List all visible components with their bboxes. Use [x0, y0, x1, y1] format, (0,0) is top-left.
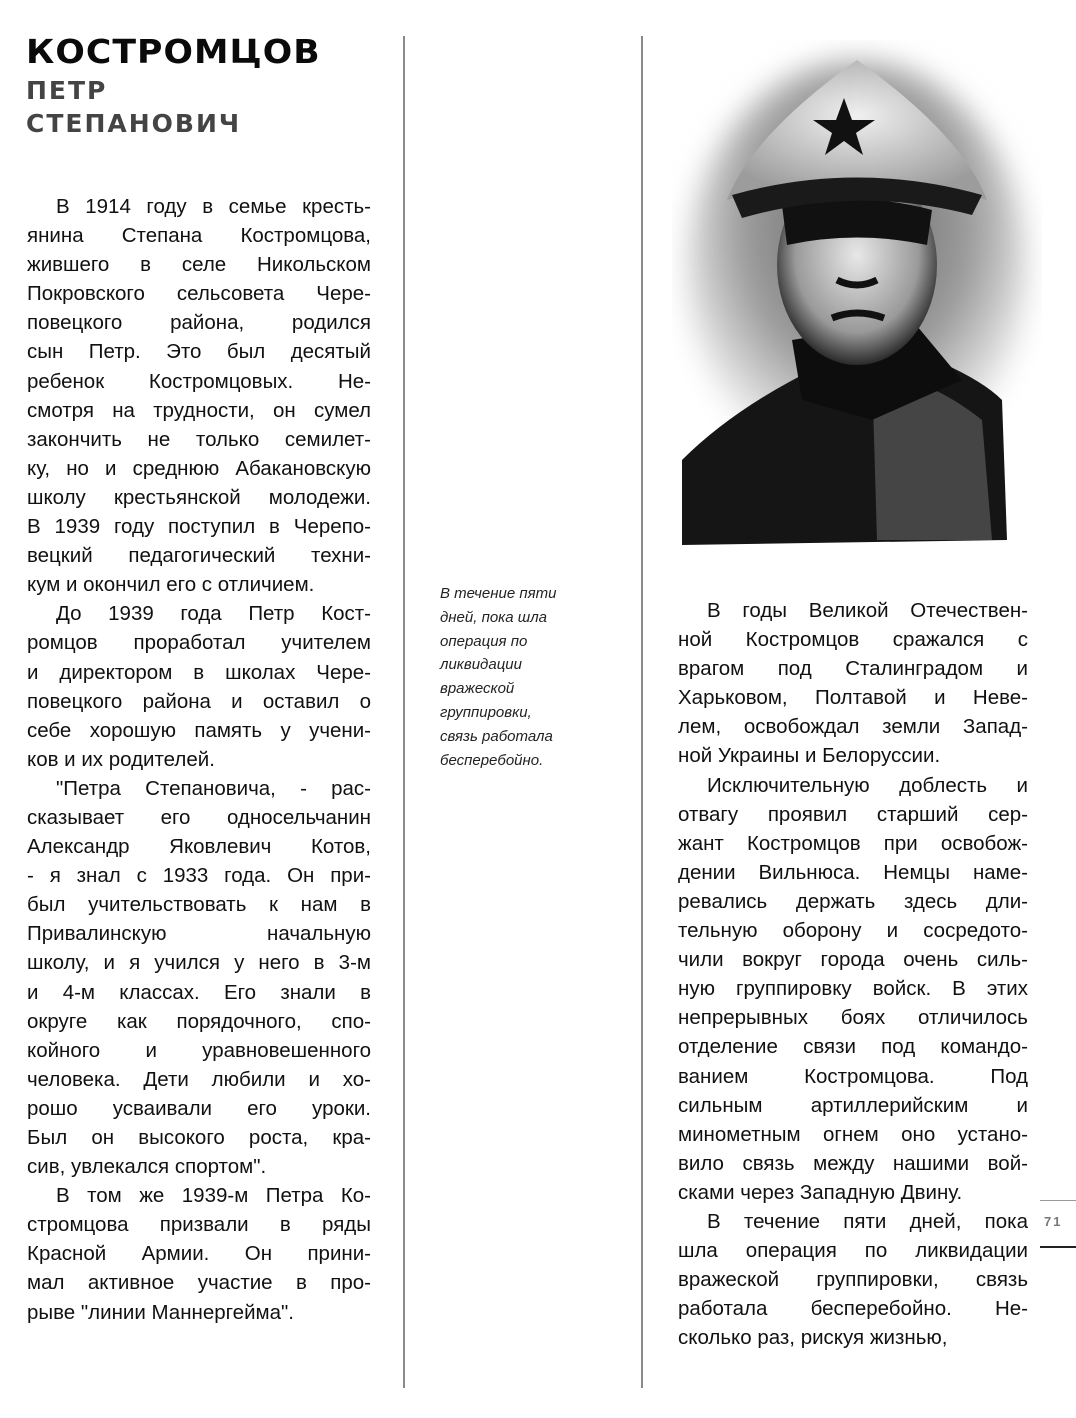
given-name-line-2: СТЕПАНОВИЧ [26, 109, 242, 138]
pull-quote-caption [440, 582, 600, 772]
text-line: ков и их родителей. [27, 747, 215, 771]
text-line: жившего в селе Никольском [27, 253, 371, 277]
text-line: В годы Великой Отечествен- [707, 599, 1028, 622]
page-number-rule-top [1040, 1200, 1076, 1201]
text-line: Привалинскую начальную [27, 922, 371, 946]
text-line: Был он высокого роста, кра- [27, 1126, 371, 1149]
text-line: чили вокруг города очень силь- [678, 948, 1028, 972]
text-line: отделение связи под командо- [678, 1035, 1028, 1059]
text-line: жант Костромцов при освобож- [678, 831, 1028, 855]
text-line: ревались держать здесь дли- [678, 889, 1028, 913]
text-line: сколько раз, рискуя жизнью, [678, 1326, 948, 1350]
text-line: ромцов проработал учителем [27, 631, 371, 655]
text-line: Александр Яковлевич Котов, [27, 835, 371, 859]
text-line: мал активное участие в про- [27, 1271, 371, 1295]
text-line: ку, но и среднюю Абакановскую [27, 456, 371, 480]
page-number-rule-bottom [1040, 1246, 1076, 1248]
caption-line: группировки, [440, 703, 532, 721]
column-divider-right [641, 36, 643, 1388]
text-line: сками через Западную Двину. [678, 1180, 963, 1204]
text-line: ную группировку войск. В этих [678, 977, 1028, 1001]
text-line: Покровского сельсовета Чере- [27, 282, 371, 306]
text-line: ной Украины и Белоруссии. [678, 744, 941, 768]
text-line: сив, увлекался спортом". [27, 1155, 267, 1179]
text-line: и директором в школах Чере- [27, 660, 371, 684]
text-line: и 4-м классах. Его знали в [27, 980, 371, 1004]
text-line: вило связь между нашими вой- [678, 1151, 1028, 1175]
text-line: ребенок Костромцовых. Не- [27, 369, 371, 393]
caption-line: операция по [440, 632, 528, 650]
text-line: вражеской группировки, связь [678, 1268, 1028, 1292]
text-line: рыве "линии Маннергейма". [27, 1300, 295, 1324]
text-line: непрерывных боях отличилось [678, 1006, 1028, 1030]
caption-line: дней, пока шла [440, 608, 548, 626]
left-text-column [27, 192, 371, 1327]
text-line: был учительствовать к нам в [27, 893, 371, 917]
caption-line: бесперебойно. [440, 751, 544, 769]
text-line: Харьковом, Полтавой и Неве- [678, 686, 1028, 710]
text-line: "Петра Степановича, - рас- [56, 776, 371, 800]
text-line: кум и окончил его с отличием. [27, 573, 315, 597]
text-line: себе хорошую память у учени- [27, 718, 371, 742]
portrait-photo [672, 40, 1042, 555]
text-line: школу, и я учился у него в 3-м [27, 951, 371, 975]
text-line: дении Вильнюса. Немцы наме- [678, 860, 1028, 884]
text-line: Красной Армии. Он прини- [27, 1242, 371, 1266]
caption-line: ликвидации [440, 656, 522, 674]
text-line: сын Петр. Это был десятый [27, 340, 371, 364]
text-line: В том же 1939-м Петра Ко- [56, 1184, 371, 1208]
caption-line: связь работала [440, 727, 553, 745]
page-number-block [1036, 1198, 1076, 1250]
caption-line: В течение пяти [440, 585, 557, 602]
text-line: вецкий педагогический техни- [27, 544, 371, 568]
text-line: койного и уравновешенного [27, 1038, 371, 1062]
text-line: работала бесперебойно. Не- [678, 1297, 1028, 1321]
page-number: 71 [1044, 1214, 1063, 1229]
text-line: - я знал с 1933 года. Он при- [27, 864, 371, 888]
text-line: закончить не только семилет- [27, 427, 371, 451]
right-text-column [678, 596, 1028, 1352]
text-line: отвагу проявил старший сер- [678, 802, 1028, 826]
text-line: стромцова призвали в ряды [27, 1213, 371, 1237]
text-line: минометным огнем оно устано- [678, 1122, 1028, 1146]
text-line: повецкого района, родился [27, 311, 371, 335]
text-line: человека. Дети любили и хо- [27, 1067, 371, 1091]
text-line: В 1939 году поступил в Черепо- [27, 515, 371, 539]
text-line: лем, освобождал земли Запад- [678, 715, 1028, 739]
text-line: тельную оборону и сосредото- [678, 919, 1028, 943]
text-line: В течение пяти дней, пока [707, 1209, 1028, 1233]
text-line: ной Костромцов сражался с [678, 628, 1028, 652]
text-line: врагом под Сталинградом и [678, 657, 1028, 681]
text-line: смотря на трудности, он сумел [27, 398, 371, 422]
caption-line: вражеской [440, 680, 515, 698]
text-line: школу крестьянской молодежи. [27, 485, 371, 509]
article-title-surname: КОСТРОМЦОВ [26, 32, 321, 71]
column-divider-left [403, 36, 405, 1388]
text-line: сказывает его односельчанин [27, 805, 371, 829]
text-line: шла операция по ликвидации [678, 1239, 1028, 1263]
text-line: Исключительную доблесть и [707, 773, 1028, 797]
text-line: До 1939 года Петр Кост- [56, 602, 371, 626]
text-line: рошо усваивали его уроки. [27, 1096, 371, 1120]
given-name-line-1: ПЕТР [26, 76, 108, 105]
text-line: В 1914 году в семье кресть- [56, 195, 371, 218]
text-line: ванием Костромцова. Под [678, 1064, 1028, 1088]
text-line: янина Степана Костромцова, [27, 224, 371, 248]
article-title-given-name [26, 74, 241, 140]
text-line: сильным артиллерийским и [678, 1093, 1028, 1117]
text-line: округе как порядочного, спо- [27, 1009, 371, 1033]
text-line: повецкого района и оставил о [27, 689, 371, 713]
